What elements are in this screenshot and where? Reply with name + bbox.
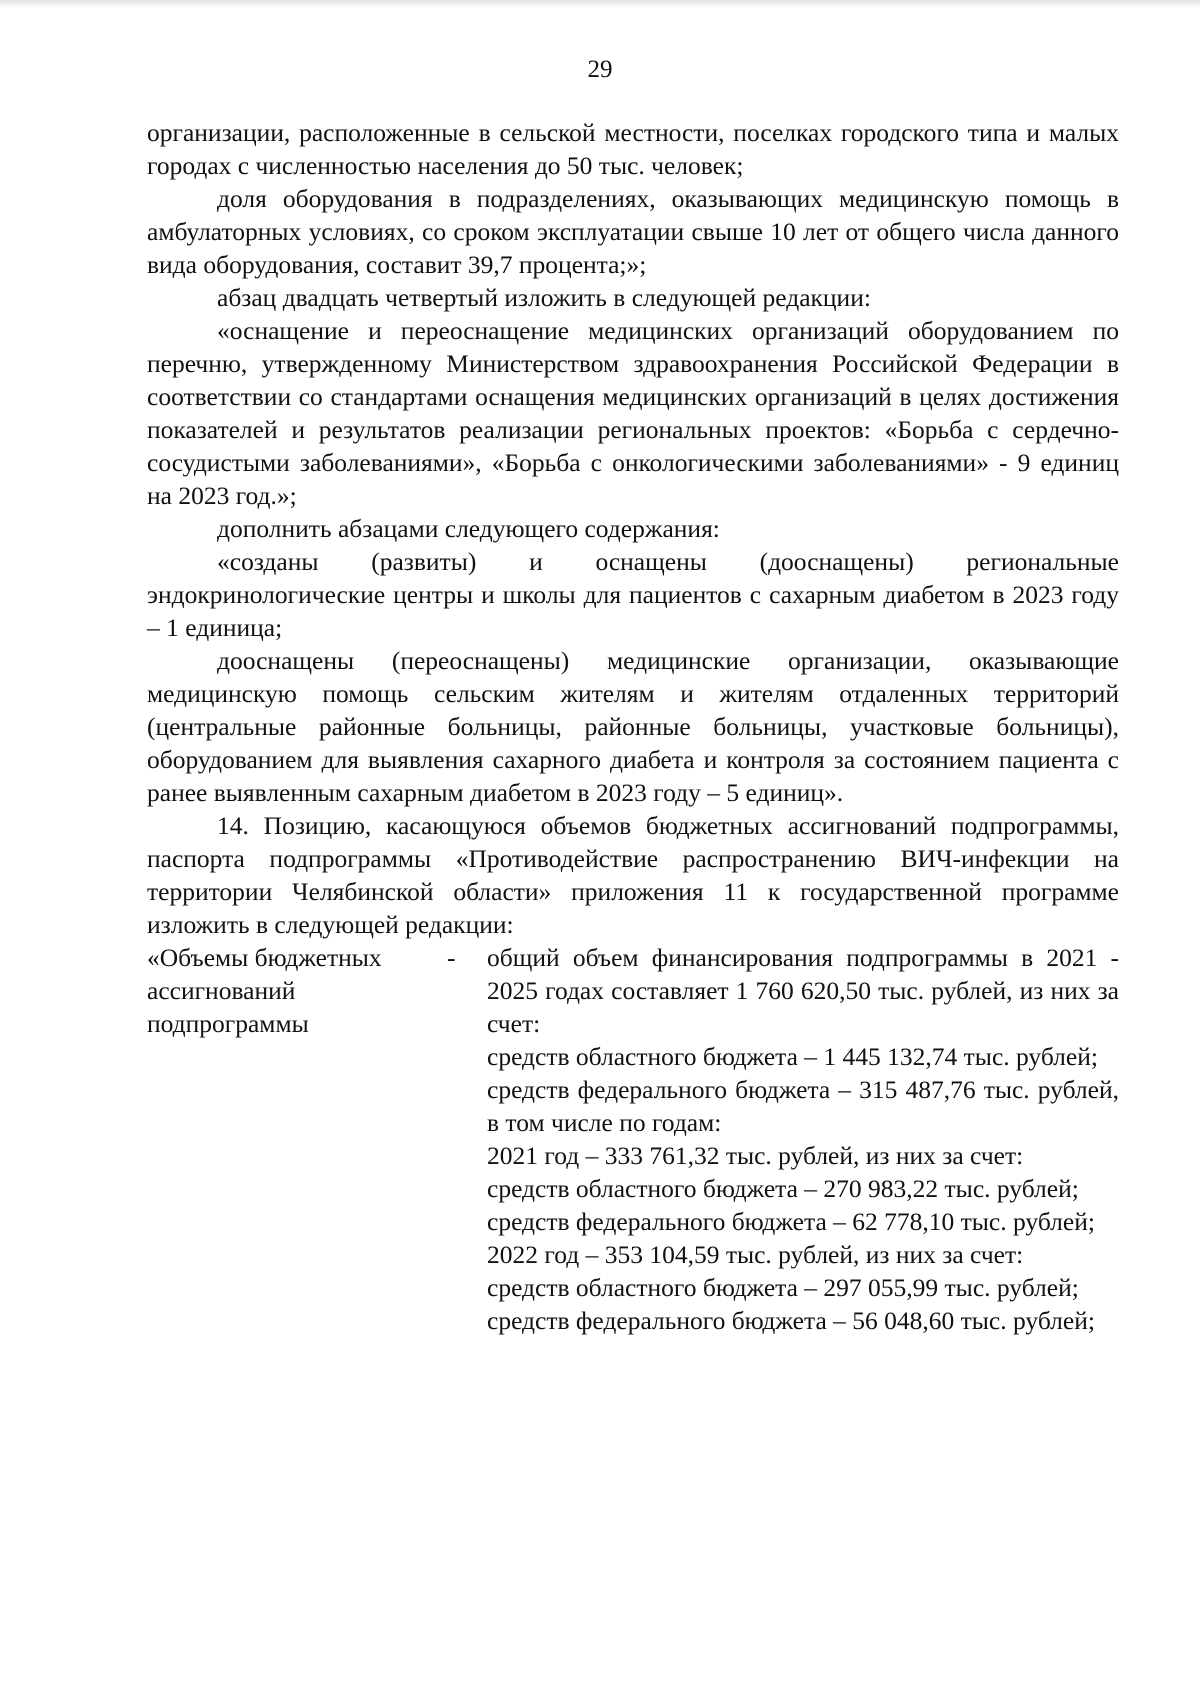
budget-passport-row — [147, 941, 1119, 1337]
document-body — [147, 116, 1119, 1337]
budget-2022-regional: средств областного бюджета – 297 055,99 тыс. рублей; — [487, 1273, 1079, 1302]
budget-2022-federal: средств федерального бюджета – 56 048,60 тыс. рублей; — [487, 1306, 1095, 1335]
paragraph-instruction-24: абзац двадцать четвертый изложить в следующей редакции: — [217, 283, 871, 312]
budget-row-dash: - — [447, 943, 456, 972]
paragraph-endocrinology-centers: «созданы (развиты) и оснащены (дооснащены) региональные эндокринологические центры и школы для пациентов с сахарным диабетом в 2023 году – 1 единица; — [147, 547, 1119, 642]
paragraph-equipping-organizations: «оснащение и переоснащение медицинских организаций оборудованием по перечню, утвержденному Министерством здравоохранения Российской Федерации в соответствии со стандартами оснащения медицинских организаций в целях достижения показателей и результатов реализации региональных проектов: «Борьба с сердечно-сосудистыми заболеваниями», «Борьба с онкологическими заболеваниями» - 9 единиц на 2023 год.»; — [147, 316, 1119, 510]
budget-total-regional: средств областного бюджета – 1 445 132,74 тыс. рублей; — [487, 1042, 1098, 1071]
budget-total: общий объем финансирования подпрограммы в 2021 - 2025 годах составляет 1 760 620,50 тыс. рублей, из них за счет: — [487, 943, 1119, 1038]
budget-row-label: «Объемы бюджетных ассигнований подпрограммы — [147, 943, 382, 1038]
budget-total-federal: средств федерального бюджета – 315 487,76 тыс. рублей, в том числе по годам: — [487, 1075, 1119, 1137]
budget-2021-total: 2021 год – 333 761,32 тыс. рублей, из них за счет: — [487, 1141, 1024, 1170]
paragraph-rural-equipment: дооснащены (переоснащены) медицинские организации, оказывающие медицинскую помощь сельским жителям и жителям отдаленных территорий (центральные районные больницы, районные больницы, участковые больницы), оборудованием для выявления сахарного диабета и контроля за состоянием пациента с ранее выявленным сахарным диабетом в 2023 году – 5 единиц». — [147, 646, 1119, 807]
paragraph-equipment-share: доля оборудования в подразделениях, оказывающих медицинскую помощь в амбулаторных условиях, со сроком эксплуатации свыше 10 лет от общего числа данного вида оборудования, составит 39,7 процента;»; — [147, 184, 1119, 279]
budget-2021-regional: средств областного бюджета – 270 983,22 тыс. рублей; — [487, 1174, 1079, 1203]
budget-2022-total: 2022 год – 353 104,59 тыс. рублей, из них за счет: — [487, 1240, 1024, 1269]
budget-row-values — [487, 941, 1119, 1337]
paragraph-instruction-add: дополнить абзацами следующего содержания: — [217, 514, 720, 543]
scan-edge — [0, 0, 1200, 8]
page-number: 29 — [587, 56, 613, 83]
paragraph-continuation: организации, расположенные в сельской местности, поселках городского типа и малых городах с численностью населения до 50 тыс. человек; — [147, 118, 1119, 180]
budget-2021-federal: средств федерального бюджета – 62 778,10 тыс. рублей; — [487, 1207, 1095, 1236]
paragraph-item-14: 14. Позицию, касающуюся объемов бюджетных ассигнований подпрограммы, паспорта подпрограммы «Противодействие распространению ВИЧ-инфекции на территории Челябинской области» приложения 11 к государственной программе изложить в следующей редакции: — [147, 811, 1119, 939]
